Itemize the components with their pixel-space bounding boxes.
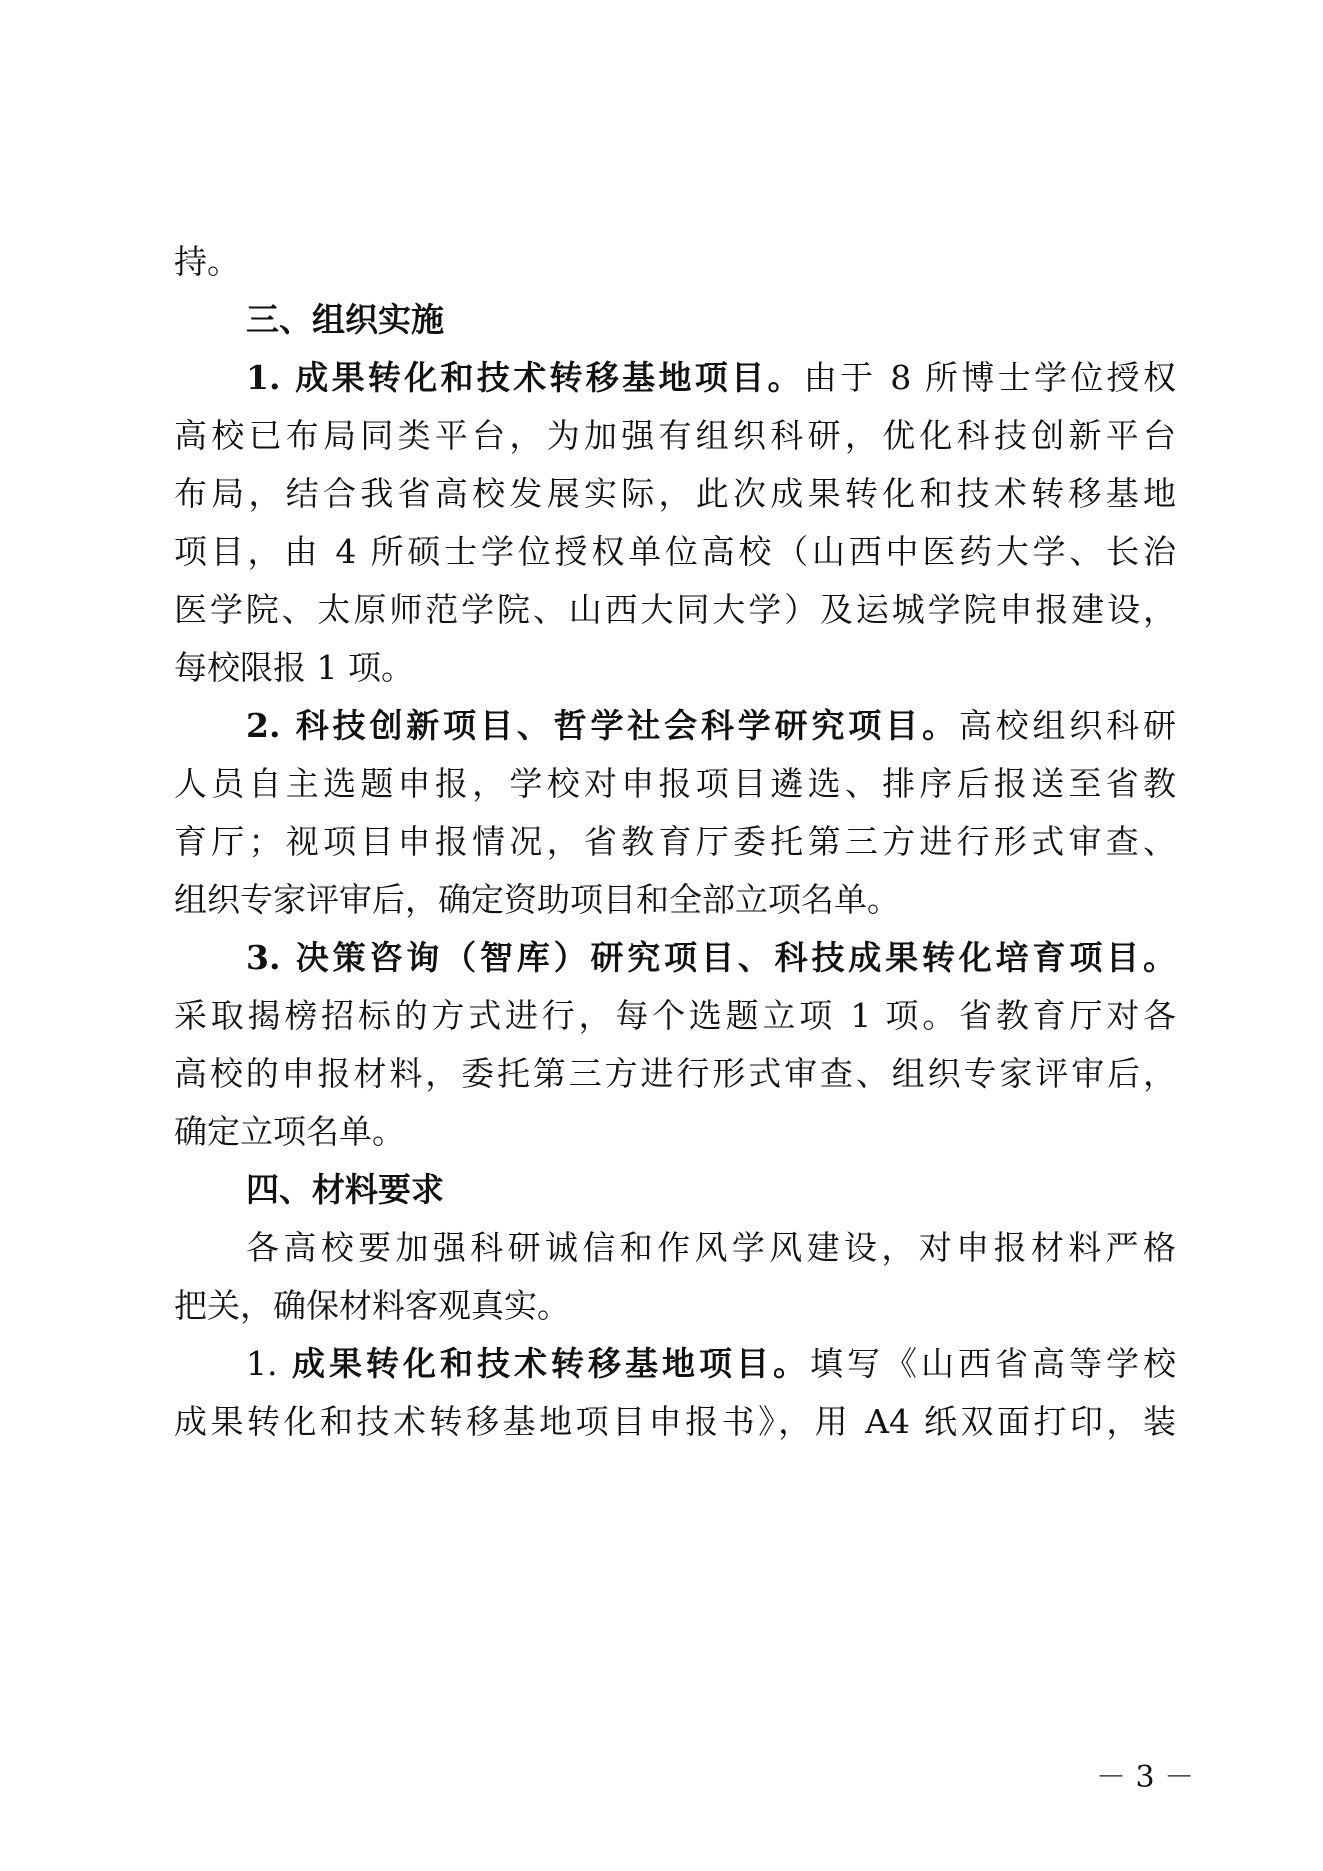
paragraph-line: 1. 成果转化和技术转移基地项目。填写《山西省高等学校 [246,1344,1177,1383]
paragraph-line: 育厅；视项目申报情况，省教育厅委托第三方进行形式审查、 [174,822,1176,861]
paragraph-line: 项目，由 4 所硕士学位授权单位高校（山西中医药大学、长治 [174,532,1176,571]
item-title: 2. 科技创新项目、哲学社会科学研究项目。 [246,706,959,745]
paragraph-line: 确定立项名单。 [174,1112,405,1151]
paragraph-line: 各高校要加强科研诚信和作风学风建设，对申报材料严格 [246,1228,1176,1267]
paragraph-line: 1. 成果转化和技术转移基地项目。由于 8 所博士学位授权 [246,358,1176,397]
paragraph-line: 布局，结合我省高校发展实际，此次成果转化和技术转移基地 [174,474,1176,513]
paragraph-line: 采取揭榜招标的方式进行，每个选题立项 1 项。省教育厅对各 [174,996,1176,1035]
item-title: 成果转化和技术转移基地项目。 [291,1344,810,1383]
paragraph-line: 持。 [174,242,240,281]
paragraph-line: 2. 科技创新项目、哲学社会科学研究项目。高校组织科研 [246,706,1176,745]
item-title: 3. 决策咨询（智库）研究项目、科技成果转化培育项目。 [246,938,1176,977]
paragraph-line: 成果转化和技术转移基地项目申报书》，用 A4 纸双面打印，装 [174,1402,1176,1441]
paragraph-line [174,933,1176,983]
page-number: － 3 － [1096,1760,1195,1795]
paragraph-line: 把关，确保材料客观真实。 [174,1286,570,1325]
paragraph-line: 医学院、太原师范学院、山西大同大学）及运城学院申报建设， [174,590,1176,629]
paragraph-line: 高校已布局同类平台，为加强有组织科研，优化科技创新平台 [174,416,1176,455]
paragraph-line: 每校限报 1 项。 [174,648,414,687]
paragraph-line: 高校的申报材料，委托第三方进行形式审查、组织专家评审后， [174,1054,1176,1093]
section-heading: 四、材料要求 [246,1170,444,1209]
paragraph-line: 组织专家评审后，确定资助项目和全部立项名单。 [174,880,900,919]
section-heading: 三、组织实施 [246,300,444,339]
item-title: 1. 成果转化和技术转移基地项目。 [246,358,804,397]
paragraph-line: 人员自主选题申报，学校对申报项目遴选、排序后报送至省教 [174,764,1176,803]
